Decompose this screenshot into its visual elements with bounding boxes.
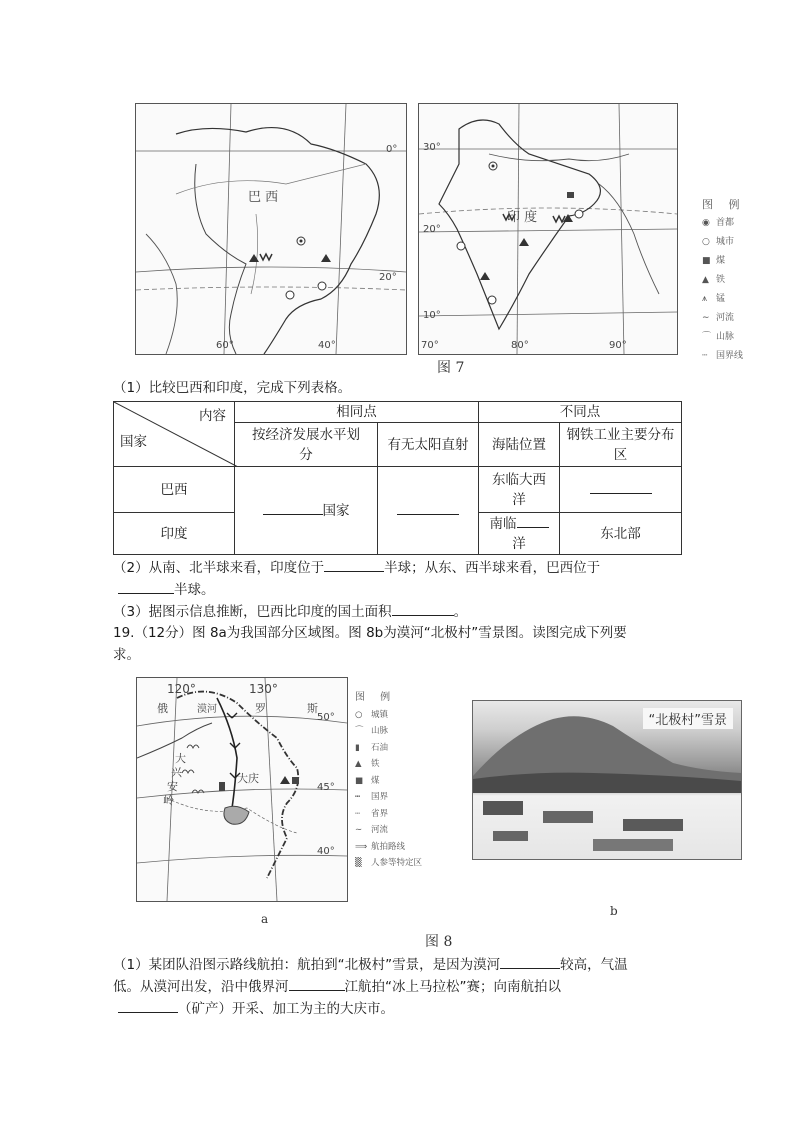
q19-line2: 求。 <box>113 647 140 663</box>
lat-label: 30° <box>423 142 441 153</box>
lon-label: 80° <box>511 340 529 351</box>
col-steel: 钢铁工业主要分布区 <box>560 423 682 467</box>
table-corner <box>114 402 235 467</box>
legend-item: ◉ 首都 <box>702 218 735 228</box>
row-india: 印度 <box>114 513 235 555</box>
answer-blank[interactable] <box>118 998 178 1013</box>
answer-blank[interactable] <box>289 976 345 991</box>
legend-item: ∼ 河流 <box>355 825 389 835</box>
answer-blank[interactable] <box>324 557 384 572</box>
lon-label: 70° <box>421 340 439 351</box>
legend-item: ○ 城市 <box>702 237 735 247</box>
legend-item: ■ 煤 <box>355 775 380 786</box>
lat-label: 50° <box>317 712 335 723</box>
northeast-china-map <box>136 677 348 902</box>
legend-item: ┄ 省界 <box>355 808 389 819</box>
q3-line: （3）据图示信息推断，巴西比印度的国土面积 。 <box>113 601 467 622</box>
q1-intro: （1）比较巴西和印度，完成下列表格。 <box>113 380 352 396</box>
fig8-label-b: b <box>610 904 618 918</box>
row-brazil: 巴西 <box>114 467 235 513</box>
place-label: 兴 <box>171 766 182 779</box>
legend-item: ∼ 河流 <box>702 313 735 323</box>
place-label: 漠河 <box>197 704 217 715</box>
legend-item: ⌒ 山脉 <box>355 726 389 736</box>
answer-blank[interactable] <box>392 601 454 616</box>
lat-label: 20° <box>379 272 397 283</box>
fig8-label-a: a <box>261 912 269 926</box>
lon-label: 40° <box>318 340 336 351</box>
legend-item: ┅ 国界 <box>355 792 389 802</box>
legend-item: ⌒ 山脉 <box>702 332 735 342</box>
legend-title: 图 例 <box>355 692 397 703</box>
answer-blank[interactable] <box>500 954 560 969</box>
legend-item: ⟹ 航拍路线 <box>355 841 406 852</box>
q2-line1: （2）从南、北半球来看，印度位于 半球；从东、西半球来看，巴西位于 <box>113 557 600 578</box>
place-label: 大 <box>175 752 186 765</box>
answer-blank[interactable] <box>590 479 652 494</box>
fig7-caption: 图 7 <box>437 360 465 376</box>
place-label: 罗 <box>255 702 266 715</box>
legend-item: ▮ 石油 <box>355 742 389 753</box>
q2-line2: 半球。 <box>118 579 215 600</box>
q19-1-line3: （矿产）开采、加工为主的大庆市。 <box>118 998 394 1019</box>
header-same: 相同点 <box>235 402 479 423</box>
arctic-village-photo <box>472 700 742 860</box>
brazil-steel-answer <box>560 467 682 513</box>
legend-item: ⩚ 锰 <box>702 294 726 304</box>
place-label: 安 <box>167 780 178 793</box>
india-map <box>418 103 678 355</box>
legend-item: ▲ 铁 <box>702 275 726 285</box>
fig8-caption: 图 8 <box>425 934 453 950</box>
answer-blank[interactable] <box>397 500 459 515</box>
answer-blank[interactable] <box>263 500 323 515</box>
lat-label: 0° <box>386 144 398 155</box>
answer-blank[interactable] <box>118 579 174 594</box>
corner-top-label: 内容 <box>199 408 226 424</box>
cell-sun-answer <box>378 467 479 555</box>
india-steel: 东北部 <box>560 513 682 555</box>
india-country-label: 印 度 <box>507 210 538 225</box>
col-sea: 海陆位置 <box>479 423 560 467</box>
economy-suffix: 国家 <box>322 503 350 519</box>
fig7-legend <box>702 195 762 366</box>
fig8-legend <box>355 690 455 872</box>
lon-label: 130° <box>249 682 278 696</box>
col-economy: 按经济发展水平划分 <box>235 423 378 467</box>
comparison-table <box>113 401 682 555</box>
lat-label: 20° <box>423 224 441 235</box>
legend-item: ▒ 人参等特定区 <box>355 858 423 868</box>
lat-label: 10° <box>423 310 441 321</box>
corner-bottom-label: 国家 <box>120 434 147 450</box>
brazil-map <box>135 103 407 355</box>
q19-line1: 19.（12分）图 8a为我国部分区域图。图 8b为漠河“北极村”雪景图。读图完成下列要 <box>113 625 627 641</box>
header-diff: 不同点 <box>479 402 682 423</box>
answer-blank[interactable] <box>517 513 549 528</box>
brazil-sea: 东临大西洋 <box>479 467 560 513</box>
q19-1-line2: 低。从漠河出发，沿中俄界河 江航拍“冰上马拉松”赛；向南航拍以 <box>113 976 561 997</box>
q19-1-line1: （1）某团队沿图示路线航拍：航拍到“北极村”雪景，是因为漠河 较高，气温 <box>113 954 628 975</box>
col-sun: 有无太阳直射 <box>378 423 479 467</box>
legend-item: ▲ 铁 <box>355 759 380 769</box>
place-label: 岭 <box>163 794 174 807</box>
cell-economy-answer <box>235 467 378 555</box>
place-label: 斯 <box>307 702 318 715</box>
india-sea: 南临 洋 <box>479 513 560 555</box>
lon-label: 60° <box>216 340 234 351</box>
legend-item: ┄ 国界线 <box>702 351 744 361</box>
legend-title: 图 例 <box>702 198 746 211</box>
lat-label: 45° <box>317 782 335 793</box>
photo-title: “北极村”雪景 <box>643 708 733 729</box>
brazil-country-label: 巴 西 <box>248 190 279 205</box>
legend-item: ■ 煤 <box>702 256 726 266</box>
lon-label: 90° <box>609 340 627 351</box>
place-label: 俄 <box>157 702 168 715</box>
lat-label: 40° <box>317 846 335 857</box>
legend-item: ○ 城镇 <box>355 709 389 720</box>
place-label: 大庆 <box>237 772 259 785</box>
lon-label: 120° <box>167 682 196 696</box>
